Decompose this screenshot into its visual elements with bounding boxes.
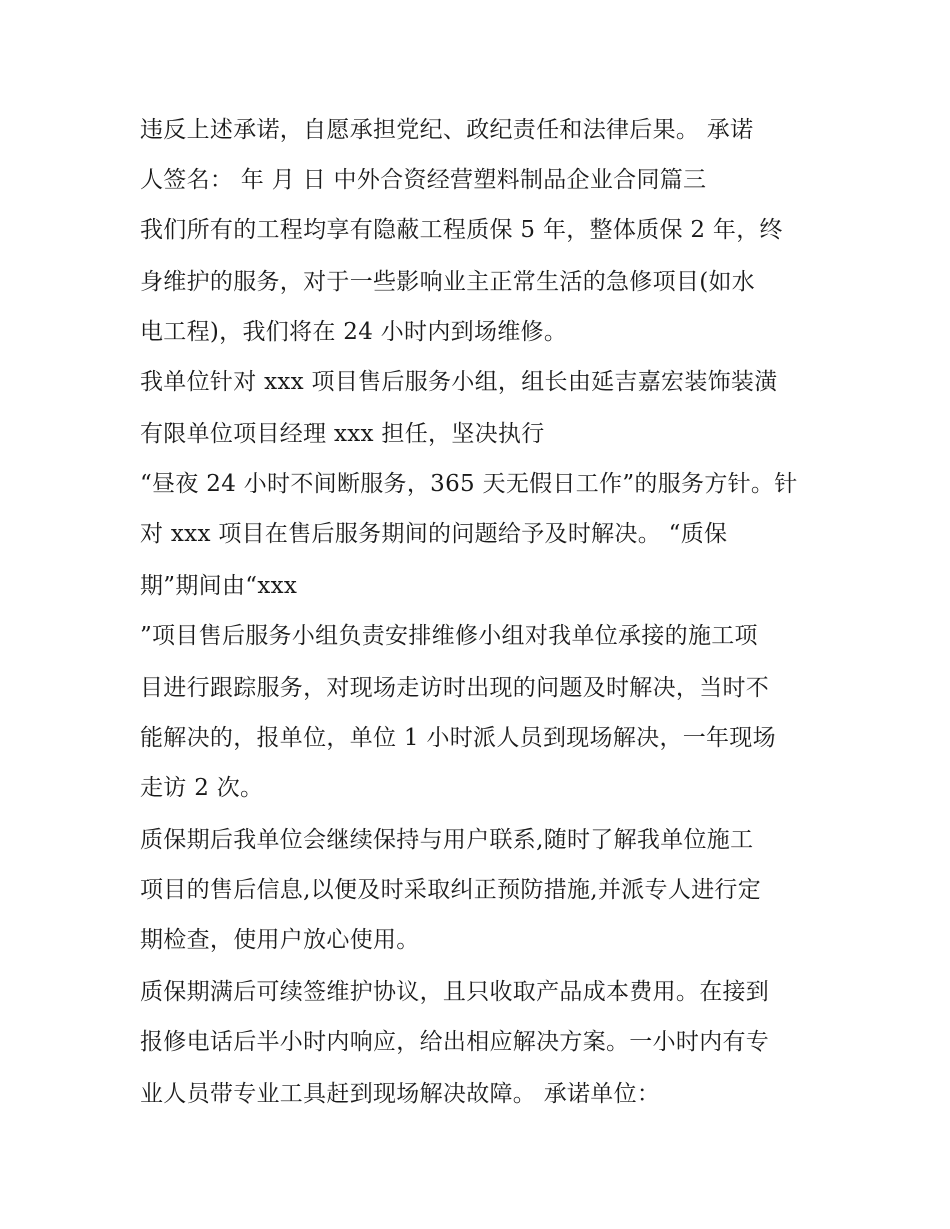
text-line: 质保期后我单位会继续保持与用户联系,随时了解我单位施工 [140,827,754,853]
text-line: 我们所有的工程均享有隐蔽工程质保 5 年，整体质保 2 年，终 [140,217,783,243]
text-line: 对 xxx 项目在售后服务期间的问题给予及时解决。 “质保 [140,521,728,547]
text-line: 质保期满后可续签维护协议，且只收取产品成本费用。在接到 [140,979,770,1005]
text-line: 违反上述承诺，自愿承担党纪、政纪责任和法律后果。 承诺 [140,117,754,143]
text-line: 走访 2 次。 [140,775,264,801]
text-line: 报修电话后半小时内响应，给出相应解决方案。一小时内有专 [140,1029,770,1055]
text-line: 期”期间由“xxx [140,573,298,599]
text-line: 有限单位项目经理 xxx 担任，坚决执行 [140,421,545,447]
text-line: 业人员带专业工具赶到现场解决故障。 承诺单位： [140,1081,661,1107]
text-line: 期检查，使用户放心使用。 [140,927,420,953]
text-line: 我单位针对 xxx 项目售后服务小组，组长由延吉嘉宏装饰装潢 [140,369,778,395]
text-line: 项目的售后信息,以便及时采取纠正预防措施,并派专人进行定 [140,877,762,903]
text-line: 能解决的，报单位，单位 1 小时派人员到现场解决，一年现场 [140,725,776,751]
text-line: ”项目售后服务小组负责安排维修小组对我单位承接的施工项 [140,623,758,649]
text-line: 人签名： 年 月 日 中外合资经营塑料制品企业合同篇三 [140,167,707,193]
text-line: 身维护的服务，对于一些影响业主正常生活的急修项目(如水 [140,269,756,295]
text-line: “昼夜 24 小时不间断服务，365 天无假日工作”的服务方针。针 [140,471,798,497]
text-line: 电工程)，我们将在 24 小时内到场维修。 [140,319,568,345]
text-line: 目进行跟踪服务，对现场走访时出现的问题及时解决，当时不 [140,675,770,701]
